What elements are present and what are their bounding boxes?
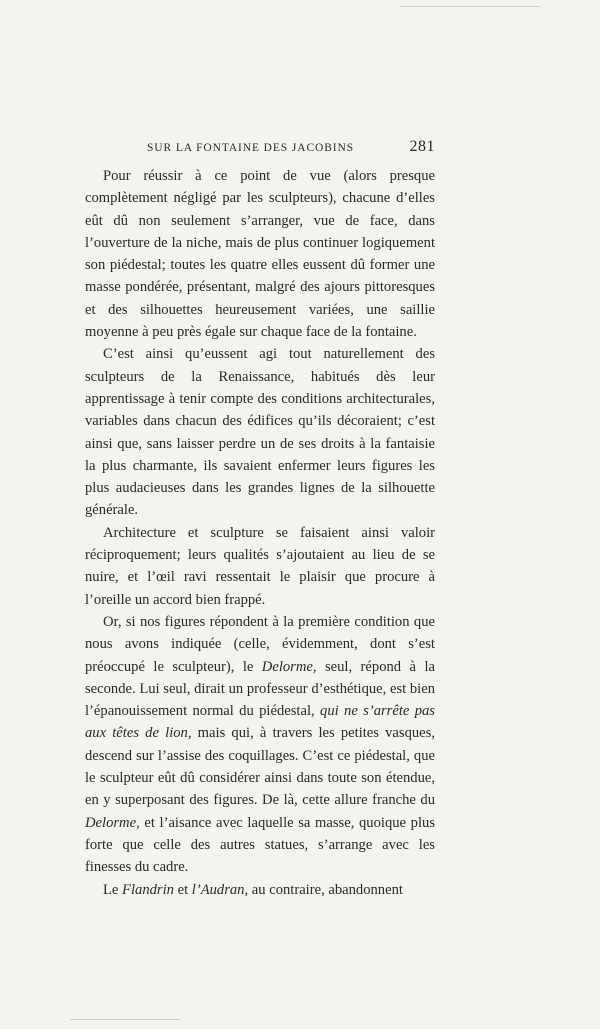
italic-text-run: Delorme, (261, 658, 317, 675)
italic-text-run: Delorme, (85, 814, 140, 831)
text-run: et (173, 881, 192, 898)
bottom-edge-mark (70, 1019, 180, 1020)
text-run: Le (103, 881, 123, 898)
text-run: au contraire, abandonnent (248, 881, 403, 898)
text-run: et l’aisance avec laquelle sa masse, quoique plus forte que celle des autres statues, s’arrange avec les finesses du cadre. (85, 814, 435, 876)
page-number: 281 (409, 138, 435, 155)
italic-text-run: qui ne s’arrête pas aux têtes de lion, (85, 703, 435, 742)
paragraph (85, 611, 435, 879)
running-head: SUR LA FONTAINE DES JACOBINS (147, 142, 355, 154)
text-run: C’est ainsi qu’eussent agi tout naturellement des sculpteurs de la Renaissance, habitués dès leur apprentissage à tenir compte des conditions architecturales, variables dans chacun des édifices qu’ils décoraient; c’est ainsi que, sans laisser perdre un de ses droits à la fantaisie la plus charmante, ils savaient enfermer leurs figures les plus audacieuses dans les grandes lignes de la silhouette générale. (85, 346, 435, 519)
body-text (85, 165, 435, 901)
text-run: seul, répond à la seconde. Lui seul, dirait un professeur d’esthétique, est bien l’épanouissement normal du piédestal, (85, 658, 435, 720)
paragraph (85, 165, 435, 343)
text-run: Architecture et sculpture se faisaient ainsi valoir réciproquement; leurs qualités s’ajoutaient au lieu de se nuire, et l’œil ravi ressentait le plaisir que procure à l’oreille un accord bien frappé. (85, 524, 435, 608)
page-header (85, 138, 435, 156)
top-edge-mark (400, 6, 540, 7)
italic-text-run: Flandrin (122, 881, 174, 898)
text-run: mais qui, à travers les petites vasques, descend sur l’assise des coquillages. C’est ce piédestal, que le sculpteur eût dû considérer ainsi dans toute son étendue, en y superposant des figures. De là, cette allure franche du (85, 725, 435, 809)
italic-text-run: l’Audran, (191, 881, 249, 898)
paragraph (85, 522, 435, 611)
paragraph (85, 343, 435, 521)
text-run: Or, si nos figures répondent à la première condition que nous avons indiquée (celle, évidemment, dont s’est préoccupé le sculpteur), le (85, 613, 435, 675)
text-run: Pour réussir à ce point de vue (alors presque complètement négligé par les sculpteurs), chacune d’elles eût dû non seulement s’arranger, vue de face, dans l’ouverture de la niche, mais de plus continuer logiquement son piédestal; toutes les quatre elles eussent dû former une masse pondérée, présentant, malgré des ajours pittoresques et des silhouettes heureusement variées, une saillie moyenne à peu près égale sur chaque face de la fontaine. (85, 168, 435, 341)
paragraph (85, 879, 435, 901)
